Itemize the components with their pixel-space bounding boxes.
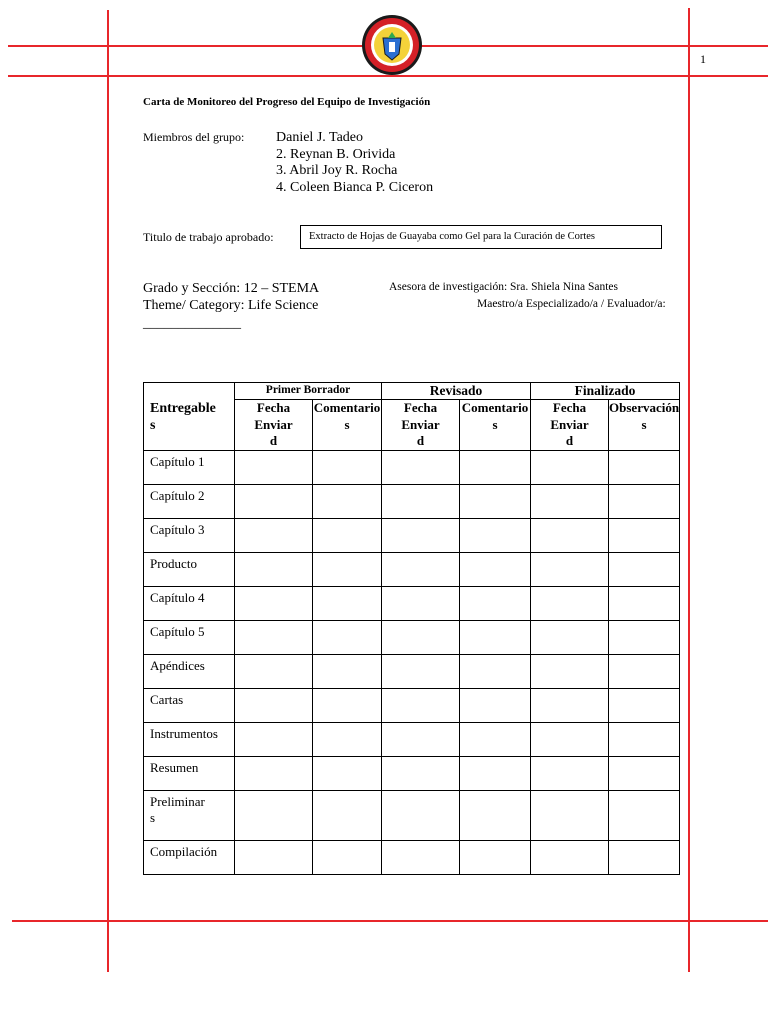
table-cell[interactable] (313, 757, 382, 791)
table-cell[interactable] (313, 655, 382, 689)
school-seal-logo (361, 14, 423, 76)
table-cell[interactable] (382, 451, 460, 485)
col-header-comments: Comentario s (460, 400, 531, 451)
row-label: Producto (144, 553, 235, 587)
table-row (144, 655, 680, 689)
row-label: Capítulo 4 (144, 587, 235, 621)
approved-title-box: Extracto de Hojas de Guayaba como Gel para la Curación de Cortes (300, 225, 662, 249)
page-number: 1 (700, 52, 706, 66)
table-cell[interactable] (609, 519, 680, 553)
table-cell[interactable] (382, 621, 460, 655)
group-header-revised: Revisado (382, 383, 531, 400)
table-cell[interactable] (235, 791, 313, 841)
table-cell[interactable] (235, 553, 313, 587)
table-cell[interactable] (382, 519, 460, 553)
table-row (144, 723, 680, 757)
theme-underline: ______________ (143, 316, 241, 331)
row-label: Capítulo 2 (144, 485, 235, 519)
table-cell[interactable] (460, 841, 531, 875)
col-header-date-sent: Fecha Enviar d (382, 400, 460, 451)
table-cell[interactable] (609, 689, 680, 723)
progress-table (143, 382, 680, 875)
col-header-comments: Comentario s (313, 400, 382, 451)
table-cell[interactable] (460, 519, 531, 553)
table-cell[interactable] (382, 587, 460, 621)
approved-title-label: Titulo de trabajo aprobado: (143, 230, 274, 244)
table-cell[interactable] (609, 451, 680, 485)
deliverables-header: Entregable s (144, 383, 235, 451)
table-cell[interactable] (531, 485, 609, 519)
table-row (144, 485, 680, 519)
table-row (144, 841, 680, 875)
table-row (144, 791, 680, 841)
row-label: Capítulo 3 (144, 519, 235, 553)
table-cell[interactable] (235, 655, 313, 689)
table-cell[interactable] (313, 841, 382, 875)
table-cell[interactable] (460, 485, 531, 519)
table-cell[interactable] (313, 553, 382, 587)
row-label: Capítulo 1 (144, 451, 235, 485)
table-cell[interactable] (531, 621, 609, 655)
col-header-date-sent: Fecha Enviar d (531, 400, 609, 451)
table-cell[interactable] (460, 451, 531, 485)
margin-line-left (107, 10, 109, 972)
group-header-finalized: Finalizado (531, 383, 680, 400)
table-row (144, 757, 680, 791)
table-row (144, 553, 680, 587)
member-name: 4. Coleen Bianca P. Ciceron (276, 179, 434, 195)
table-cell[interactable] (235, 451, 313, 485)
table-row (144, 519, 680, 553)
table-cell[interactable] (382, 757, 460, 791)
table-cell[interactable] (235, 621, 313, 655)
row-label: Preliminar s (144, 791, 235, 841)
member-name: Daniel J. Tadeo (276, 130, 364, 145)
row-label: Cartas (144, 689, 235, 723)
table-cell[interactable] (382, 723, 460, 757)
table-cell[interactable] (531, 519, 609, 553)
margin-line-right (688, 8, 690, 972)
table-cell[interactable] (609, 587, 680, 621)
table-cell[interactable] (460, 553, 531, 587)
document-title: Carta de Monitoreo del Progreso del Equipo de Investigación (143, 96, 431, 108)
table-row (144, 621, 680, 655)
table-cell[interactable] (609, 621, 680, 655)
row-label: Instrumentos (144, 723, 235, 757)
table-cell[interactable] (313, 689, 382, 723)
table-cell[interactable] (313, 791, 382, 841)
table-cell[interactable] (235, 841, 313, 875)
evaluator-label: Maestro/a Especializado/a / Evaluador/a: (477, 298, 666, 310)
table-cell[interactable] (531, 791, 609, 841)
table-cell[interactable] (313, 587, 382, 621)
table-cell[interactable] (531, 841, 609, 875)
row-label: Apéndices (144, 655, 235, 689)
table-cell[interactable] (235, 485, 313, 519)
table-cell[interactable] (609, 655, 680, 689)
member-name: 3. Abril Joy R. Rocha (276, 163, 398, 178)
table-cell[interactable] (382, 689, 460, 723)
table-cell[interactable] (460, 621, 531, 655)
table-cell[interactable] (460, 587, 531, 621)
row-label: Compilación (144, 841, 235, 875)
table-cell[interactable] (531, 553, 609, 587)
table-cell[interactable] (609, 841, 680, 875)
row-label: Resumen (144, 757, 235, 791)
margin-line-bottom (12, 920, 768, 922)
table-cell[interactable] (609, 791, 680, 841)
members-list (276, 130, 433, 196)
table-cell[interactable] (460, 791, 531, 841)
table-cell[interactable] (313, 723, 382, 757)
table-cell[interactable] (609, 723, 680, 757)
table-cell[interactable] (235, 519, 313, 553)
table-cell[interactable] (531, 723, 609, 757)
table-cell[interactable] (382, 655, 460, 689)
table-cell[interactable] (609, 757, 680, 791)
table-cell[interactable] (531, 689, 609, 723)
col-header-observations: Observación s (609, 400, 680, 451)
table-cell[interactable] (313, 485, 382, 519)
table-cell[interactable] (531, 451, 609, 485)
row-label: Capítulo 5 (144, 621, 235, 655)
table-cell[interactable] (531, 587, 609, 621)
table-row (144, 689, 680, 723)
table-cell[interactable] (313, 519, 382, 553)
table-cell[interactable] (460, 655, 531, 689)
table-cell[interactable] (382, 791, 460, 841)
table-cell[interactable] (382, 485, 460, 519)
table-cell[interactable] (609, 553, 680, 587)
table-cell[interactable] (382, 553, 460, 587)
table-cell[interactable] (235, 723, 313, 757)
table-cell[interactable] (235, 757, 313, 791)
table-cell[interactable] (460, 689, 531, 723)
col-header-date-sent: Fecha Enviar d (235, 400, 313, 451)
table-cell[interactable] (313, 621, 382, 655)
table-cell[interactable] (531, 655, 609, 689)
group-header-first-draft: Primer Borrador (235, 383, 382, 400)
member-name: 2. Reynan B. Orivida (276, 146, 396, 162)
table-cell[interactable] (313, 451, 382, 485)
members-label: Miembros del grupo: (143, 130, 245, 144)
table-cell[interactable] (235, 587, 313, 621)
adviser-name: Asesora de investigación: Sra. Shiela Nina Santes (389, 281, 618, 293)
table-cell[interactable] (382, 841, 460, 875)
table-cell[interactable] (460, 757, 531, 791)
grade-section: Grado y Sección: 12 – STEMA (143, 281, 320, 296)
table-cell[interactable] (460, 723, 531, 757)
table-cell[interactable] (235, 689, 313, 723)
table-row (144, 451, 680, 485)
table-cell[interactable] (531, 757, 609, 791)
table-cell[interactable] (609, 485, 680, 519)
theme-category: Theme/ Category: Life Science (143, 298, 319, 313)
table-row (144, 587, 680, 621)
